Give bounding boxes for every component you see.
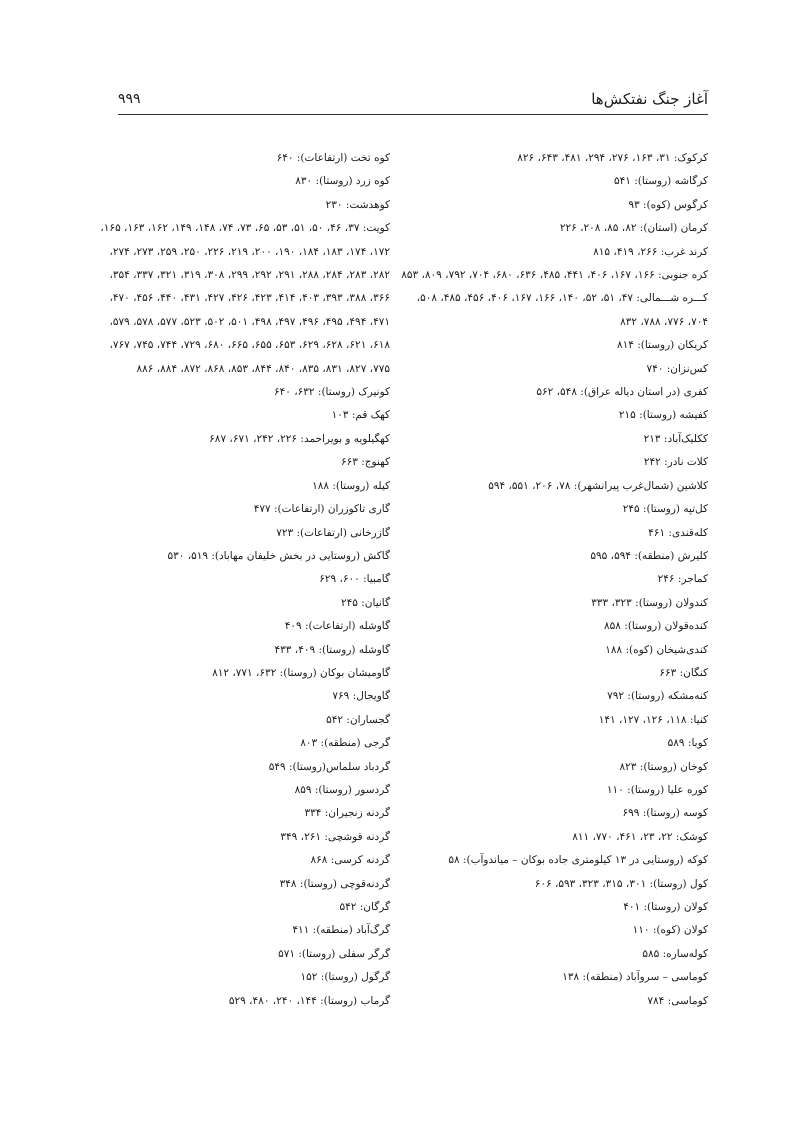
index-entry-continuation: ۶۱۸، ۶۲۱، ۶۲۸، ۶۲۹، ۶۵۳، ۶۵۵، ۶۶۵، ۶۸۰، ۷۲۹، ۷۴۴، ۷۴۵، ۷۶۷، xyxy=(109,339,390,352)
index-entry: کنده‌قولان (روستا): ۸۵۸ xyxy=(604,620,708,633)
index-entry: گاوشله (روستا): ۴۰۹، ۴۳۳ xyxy=(274,643,390,656)
index-entry-continuation: ۷۷۵، ۸۲۷، ۸۳۱، ۸۳۵، ۸۴۰، ۸۴۴، ۸۵۳، ۸۶۸، ۸۷۲، ۸۸۴، ۸۸۶ xyxy=(136,362,390,375)
index-entry: کله‌قندی: ۴۶۱ xyxy=(648,526,708,539)
index-entry: گردنه‌قوچی (روستا): ۳۴۸ xyxy=(279,877,390,890)
page-number: ۹۹۹ xyxy=(118,91,141,107)
index-entry-continuation: ۲۸۲، ۲۸۳، ۲۸۴، ۲۸۸، ۲۹۱، ۲۹۲، ۲۹۹، ۳۰۸، ۳۱۹، ۳۲۱، ۳۳۷، ۳۵۴، xyxy=(109,269,390,282)
index-entry: کولان (روستا): ۴۰۱ xyxy=(623,901,708,913)
index-entry: گرگول (روستا): ۱۵۲ xyxy=(300,971,390,984)
index-entry: کنگان: ۶۶۳ xyxy=(659,666,708,679)
index-entry: کوهدشت: ۲۳۰ xyxy=(325,198,390,211)
index-entry: کوماسی: ۷۸۴ xyxy=(647,994,708,1007)
index-entry: گرگ‌آباد (منطقه): ۴۱۱ xyxy=(292,924,390,937)
index-entry: گازرخانی (ارتفاعات): ۷۲۳ xyxy=(276,526,390,539)
index-entry: گجساران: ۵۴۲ xyxy=(326,713,390,726)
index-entry: کوه زرد (روستا): ۸۳۰ xyxy=(295,175,390,188)
index-entry: کندی‌شیخان (کوه): ۱۸۸ xyxy=(605,643,708,656)
index-entry: گردنه زنجیران: ۳۳۴ xyxy=(304,807,390,820)
index-entry-continuation: ۱۷۲، ۱۷۴، ۱۸۳، ۱۸۴، ۱۹۰، ۲۰۰، ۲۱۹، ۲۲۶، ۲۵۰، ۲۵۹، ۲۷۳، ۲۷۴، xyxy=(109,245,390,258)
header-rule xyxy=(118,114,708,115)
index-entry: گرگان: ۵۴۲ xyxy=(339,901,390,913)
index-entry: کس‌نزان: ۷۴۰ xyxy=(646,362,708,375)
index-entry: کریکان (روستا): ۸۱۴ xyxy=(616,339,708,352)
index-entry: کلاشین (شمال‌غرب پیرانشهر): ۷۸، ۲۰۶، ۵۵۱، ۵۹۴ xyxy=(488,479,708,492)
index-entry: کولان (کوه): ۱۱۰ xyxy=(632,924,708,937)
index-column-right xyxy=(401,147,708,1013)
index-entry: کنه‌مشکه (روستا): ۷۹۲ xyxy=(607,690,708,703)
index-entry: کلات نادر: ۲۴۲ xyxy=(643,456,708,469)
index-entry-continuation: ۷۰۴، ۷۷۶، ۷۸۸، ۸۳۲ xyxy=(620,315,708,328)
index-entry: کره جنوبی: ۱۶۶، ۱۶۷، ۴۰۶، ۴۴۱، ۴۸۵، ۶۳۶، ۶۸۰، ۷۰۴، ۷۹۲، ۸۰۹، ۸۵۳ xyxy=(401,269,708,282)
index-entry: کرکوک: ۳۱، ۱۶۳، ۲۷۶، ۲۹۴، ۴۸۱، ۶۴۳، ۸۲۶ xyxy=(517,152,708,164)
index-entry: گردنه قوشچی: ۲۶۱، ۳۴۹ xyxy=(280,830,390,843)
index-entry: کندولان (روستا): ۳۲۳، ۳۳۳ xyxy=(591,596,708,609)
index-entry: کل‌تپه (روستا): ۲۴۵ xyxy=(622,503,708,516)
index-column-left xyxy=(100,147,390,1013)
index-entry: کماجر: ۲۴۶ xyxy=(657,573,708,586)
index-entry: کلیرش (منطقه): ۵۹۴، ۵۹۵ xyxy=(590,549,708,562)
index-entry: کنیا: ۱۱۸، ۱۲۶، ۱۲۷، ۱۴۱ xyxy=(598,713,708,726)
index-entry: کفری (در استان دیاله عراق): ۵۴۸، ۵۶۲ xyxy=(536,386,708,399)
index-entry: کوسه (روستا): ۶۹۹ xyxy=(622,807,708,820)
index-entry: کیله (روستا): ۱۸۸ xyxy=(312,479,390,492)
index-entry: کفیشه (روستا): ۲۱۵ xyxy=(618,409,708,422)
index-entry: گرجی (منطقه): ۸۰۳ xyxy=(300,737,390,750)
index-entry: گامبیا: ۶۰۰، ۶۲۹ xyxy=(319,573,390,586)
index-entry: کوه تخت (ارتفاعات): ۶۴۰ xyxy=(276,152,390,164)
index-entry: کهگیلویه و بویراحمد: ۲۲۶، ۲۴۲، ۶۷۱، ۶۸۷ xyxy=(209,432,390,445)
index-entry: کهنوج: ۶۶۳ xyxy=(340,456,390,469)
index-entry: کوخان (روستا): ۸۲۳ xyxy=(619,760,708,773)
index-entry: گانیان: ۲۴۵ xyxy=(341,596,390,609)
index-entry: کرگوس (کوه): ۹۳ xyxy=(628,198,708,211)
index-entry: کوبا: ۵۸۹ xyxy=(667,737,708,750)
index-entry-continuation: ۳۶۶، ۳۸۸، ۳۹۳، ۴۰۳، ۴۱۴، ۴۲۳، ۴۲۶، ۴۲۷، ۴۳۱، ۴۴۰، ۴۵۶، ۴۷۰، xyxy=(109,292,390,305)
index-entry: گرگر سفلی (روستا): ۵۷۱ xyxy=(278,947,390,960)
index-entry: کوماسی – سروآباد (منطقه): ۱۳۸ xyxy=(562,971,708,984)
index-entry: کرمان (استان): ۸۲، ۸۵، ۲۰۸، ۲۲۶ xyxy=(559,222,708,235)
index-entry: کوره علیا (روستا): ۱۱۰ xyxy=(606,783,708,796)
index-entry: گردنه کرسی: ۸۶۸ xyxy=(310,854,390,867)
running-title: آغاز جنگ نفتکش‌ها xyxy=(591,90,708,108)
index-entry: گردسور (روستا): ۸۵۹ xyxy=(294,783,390,796)
index-entry: کـــره شـــمالی: ۴۷، ۵۱، ۵۲، ۱۴۰، ۱۶۶، ۱۶۷، ۴۰۶، ۴۵۶، ۴۸۵، ۵۰۸، xyxy=(416,292,708,305)
index-entry: گاومیشان بوکان (روستا): ۶۳۲، ۷۷۱، ۸۱۲ xyxy=(212,666,390,679)
index-entry: گاکش (روستایی در بخش خلیفان مهاباد): ۵۱۹، ۵۳۰ xyxy=(167,549,390,562)
index-entry: ککلیک‌آباد: ۲۱۳ xyxy=(643,432,708,445)
index-entry: کرند غرب: ۲۶۶، ۴۱۹، ۸۱۵ xyxy=(593,245,708,258)
index-entry: کوشک: ۲۲، ۲۳، ۴۶۱، ۷۷۰، ۸۱۱ xyxy=(572,830,708,843)
index-entry: کول (روستا): ۳۰۱، ۳۱۵، ۳۲۳، ۵۹۳، ۶۰۶ xyxy=(534,877,708,890)
index-entry: گاری تاکوزران (ارتفاعات): ۴۷۷ xyxy=(253,503,390,516)
running-header xyxy=(118,88,708,118)
index-entry: کویت: ۳۷، ۴۶، ۵۰، ۵۱، ۵۳، ۶۵، ۷۳، ۷۴، ۱۴۸، ۱۴۹، ۱۶۲، ۱۶۳، ۱۶۵، xyxy=(100,222,390,235)
index-entry: کوله‌ساره: ۵۸۵ xyxy=(642,947,708,960)
index-entry: کرگاشه (روستا): ۵۴۱ xyxy=(613,175,708,188)
index-entry: گاوشله (ارتفاعات): ۴۰۹ xyxy=(284,620,390,633)
index-entry: گرماب (روستا): ۱۴۴، ۲۴۰، ۴۸۰، ۵۲۹ xyxy=(228,994,390,1007)
index-entry: گردباد سلماس(روستا): ۵۴۹ xyxy=(268,760,390,773)
index-entry: گاویجال: ۷۶۹ xyxy=(332,690,390,703)
index-entry: کونیرک (روستا): ۶۳۲، ۶۴۰ xyxy=(274,386,390,399)
index-entry: کوکه (روستایی در ۱۳ کیلومتری جاده بوکان – میاندوآب): ۵۸ xyxy=(448,854,708,867)
index-entry-continuation: ۴۷۱، ۴۹۴، ۴۹۵، ۴۹۶، ۴۹۷، ۴۹۸، ۵۰۱، ۵۰۲، ۵۲۳، ۵۷۷، ۵۷۸، ۵۷۹، xyxy=(109,315,390,328)
index-entry: کهک قم: ۱۰۳ xyxy=(331,409,390,422)
